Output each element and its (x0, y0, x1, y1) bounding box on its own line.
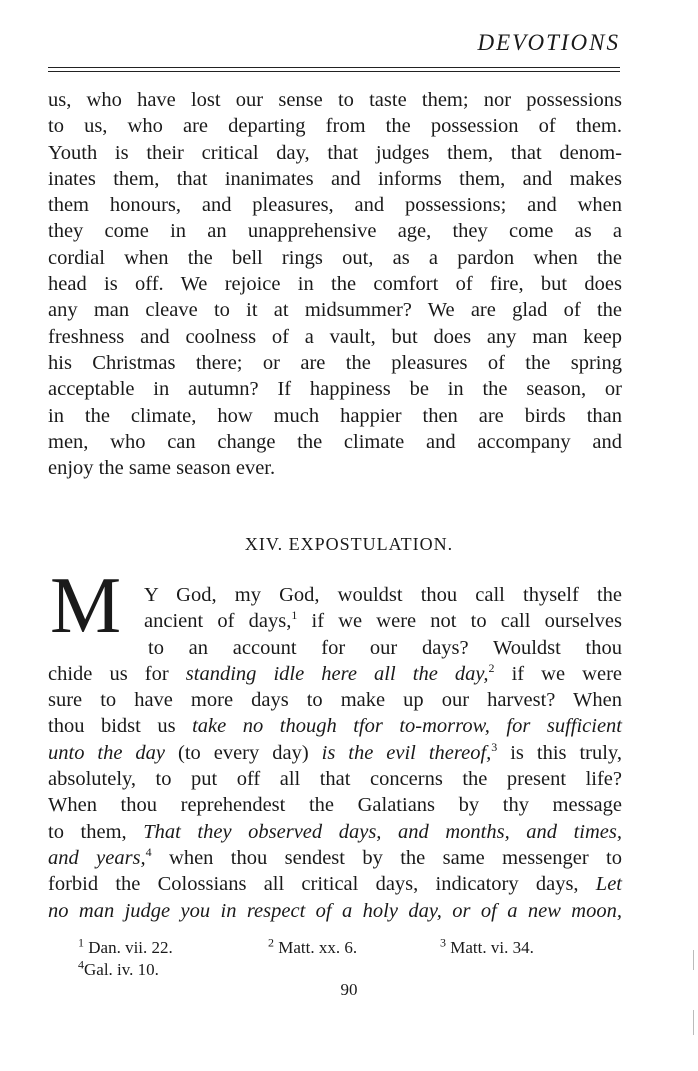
text-line: acceptable in autumn? If happiness be in the season, or (48, 378, 622, 401)
footnote-text: Dan. vii. 22. (84, 938, 173, 957)
expostulation-paragraph (48, 582, 622, 924)
text-run: thou bidst us (48, 715, 193, 738)
footnote-text: Matt. vi. 34. (446, 938, 534, 957)
text-run: forbid the Colossians all critical days, indicatory days, (48, 873, 596, 896)
text-line: they come in an unapprehensive age, they come as a (48, 220, 622, 243)
italic-run: no man judge you in respect of a holy day, or of a new moon, (48, 899, 622, 922)
drop-cap: M (50, 562, 122, 650)
text-line: head is off. We rejoice in the comfort of fire, but does (48, 273, 622, 296)
footnote-mark: 4 (78, 957, 84, 972)
text-run: is this truly, (497, 741, 622, 764)
footnote-1 (78, 937, 268, 959)
header-rule-top (48, 67, 620, 68)
text-line: When thou reprehendest the Galatians by thy message (48, 794, 622, 817)
italic-run: is the evil thereof, (321, 741, 492, 764)
footnote-4 (78, 959, 159, 981)
footnote-text: Matt. xx. 6. (274, 938, 358, 957)
footnote-ref: 3 (491, 739, 498, 754)
footnote-mark: 1 (78, 935, 84, 950)
text-run: when thou sendest by the same messenger to (151, 846, 622, 869)
footnote-ref: 1 (291, 608, 298, 623)
text-line: cordial when the bell rings out, as a pardon when the (48, 246, 622, 269)
text-line (48, 871, 622, 897)
text-run: to them, (48, 820, 144, 843)
footnote-mark: 3 (440, 935, 446, 950)
text-line: to an account for our days? Wouldst thou (148, 636, 622, 659)
text-line: enjoy the same season ever. (48, 457, 276, 480)
text-line (48, 819, 622, 845)
text-line: to us, who are departing from the possession of them. (48, 115, 622, 138)
text-line (48, 898, 622, 924)
text-run: ancient of days, (144, 610, 292, 633)
page-number: 90 (340, 980, 358, 999)
footnote-mark: 2 (268, 935, 274, 950)
italic-run: take no though tfor to-morrow, for sufficient (192, 715, 622, 738)
footnote-text: Gal. iv. 10. (84, 960, 159, 979)
footnote-ref: 2 (488, 661, 495, 676)
text-line: Youth is their critical day, that judges them, that denom- (48, 141, 622, 164)
text-run: if we were not to call ourselves (297, 610, 622, 633)
italic-run: standing idle here all the day, (185, 662, 489, 685)
text-run: if we were (494, 662, 622, 685)
text-line: absolutely, to put off all that concerns the present life? (48, 768, 622, 791)
text-line (48, 740, 622, 766)
footnote-ref: 4 (145, 845, 152, 860)
scan-edge-mark (693, 950, 694, 970)
italic-run: and years, (48, 846, 146, 869)
text-line: inates them, that inanimates and informs them, and makes (48, 167, 622, 190)
text-line: men, who can change the climate and accompany and (48, 430, 622, 453)
text-run: chide us for (48, 662, 186, 685)
text-line: in the climate, how much happier then are birds than (48, 404, 622, 427)
text-line: any man cleave to it at midsummer? We are glad of the (48, 299, 622, 322)
italic-run: Let (595, 873, 622, 896)
text-run: (to every day) (165, 741, 322, 764)
running-head: DEVOTIONS (477, 30, 620, 55)
footnote-2 (268, 937, 440, 959)
header-rule-bottom (48, 71, 620, 72)
italic-run: unto the day (48, 741, 166, 764)
text-line: Y God, my God, wouldst thou call thyself the (144, 584, 622, 606)
text-line: sure to have more days to make up our harvest? When (48, 689, 622, 712)
text-line (48, 608, 622, 634)
scan-edge-mark (693, 1010, 694, 1035)
paragraph-continuation (48, 87, 622, 481)
text-line (48, 845, 622, 871)
text-line: them honours, and pleasures, and possessions; and when (48, 194, 622, 217)
footnote-row (78, 959, 598, 981)
text-line (48, 661, 622, 687)
footnotes (78, 937, 598, 981)
text-line: his Christmas there; or are the pleasures of the spring (48, 351, 622, 374)
section-heading: XIV. EXPOSTULATION. (244, 534, 454, 554)
footnote-row (78, 937, 598, 959)
italic-run: That they observed days, and months, and times, (143, 820, 622, 843)
text-line (48, 713, 622, 739)
text-line: freshness and coolness of a vault, but does any man keep (48, 325, 622, 348)
text-line: us, who have lost our sense to taste them; nor possessions (48, 89, 622, 111)
footnote-3 (440, 937, 534, 959)
